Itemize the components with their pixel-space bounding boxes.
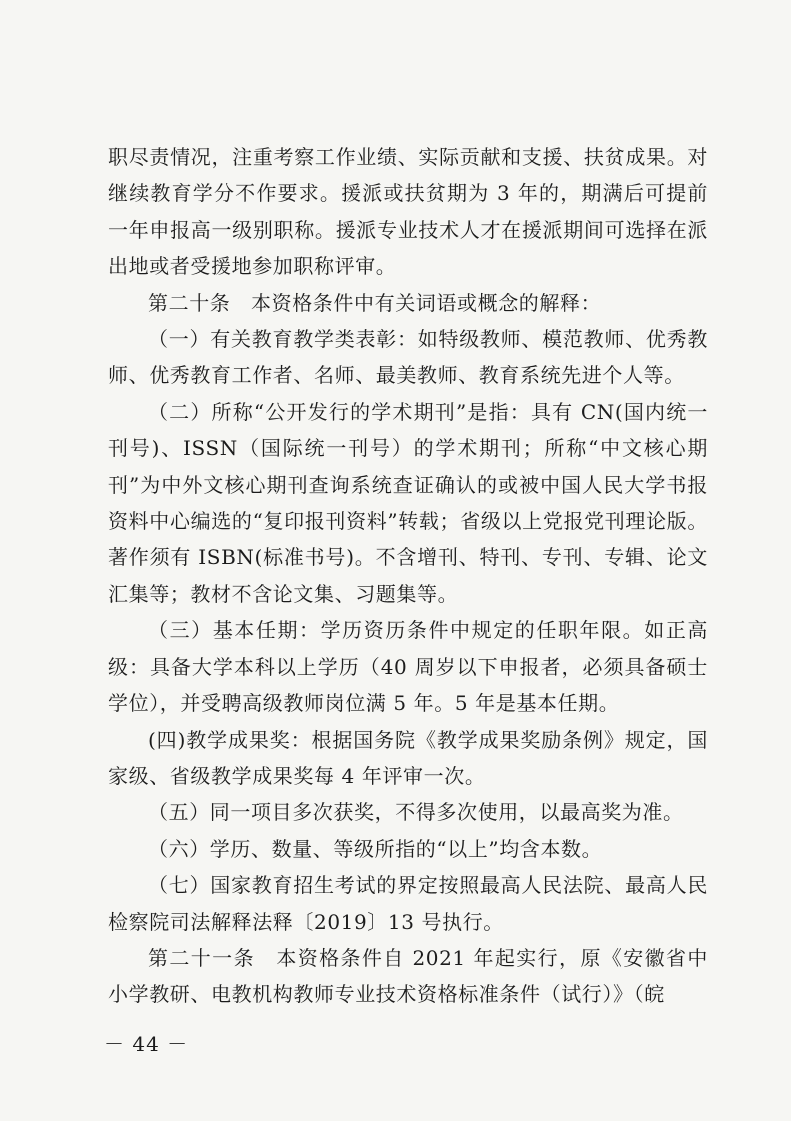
paragraph-item-5: （五）同一项目多次获奖，不得多次使用，以最高奖为准。 xyxy=(148,800,684,825)
paragraph-article-20: 第二十条 本资格条件中有关词语或概念的解释： xyxy=(148,290,602,315)
paragraph-item-3: （三）基本任期：学历资历条件中规定的任职年限。如正高级：具备大学本科以上学历（40 周岁以下申报者，必须具备硕士学位），并受聘高级教师岗位满 5 年。5 年是基本任期。 xyxy=(108,618,708,716)
paragraph-article-21: 第二十一条 本资格条件自 2021 年起实行，原《安徽省中小学教研、电教机构教师专业技术资格标准条件（试行）》（皖 xyxy=(108,945,708,1007)
document-body xyxy=(108,139,708,1013)
page-number: － 44 － xyxy=(104,1032,189,1056)
paragraph-item-2: （二）所称“公开发行的学术期刊”是指：具有 CN(国内统一刊号)、ISSN（国际统一刊号）的学术期刊；所称“中文核心期刊”为中外文核心期刊查询系统查证确认的或被中国人民大学书报资料中心编选的“复印报刊资料”转载；省级以上党报党刊理论版。著作须有 ISBN(标准书号)。不含增刊、特刊、专刊、专辑、论文汇集等；教材不含论文集、习题集等。 xyxy=(108,399,708,606)
paragraph-item-6: （六）学历、数量、等级所指的“以上”均含本数。 xyxy=(148,836,603,861)
paragraph-item-1: （一）有关教育教学类表彰：如特级教师、模范教师、优秀教师、优秀教育工作者、名师、最美教师、教育系统先进个人等。 xyxy=(108,327,708,388)
paragraph-item-7: （七）国家教育招生考试的界定按照最高人民法院、最高人民检察院司法解释法释〔2019〕13 号执行。 xyxy=(108,873,708,934)
paragraph-item-4: (四)教学成果奖：根据国务院《教学成果奖励条例》规定，国家级、省级教学成果奖每 4 年评审一次。 xyxy=(108,727,708,788)
paragraph-continuation: 职尽责情况，注重考察工作业绩、实际贡献和支援、扶贫成果。对继续教育学分不作要求。援派或扶贫期为 3 年的，期满后可提前一年申报高一级别职称。援派专业技术人才在援派期间可选择在派出地或者受援地参加职称评审。 xyxy=(108,145,708,279)
